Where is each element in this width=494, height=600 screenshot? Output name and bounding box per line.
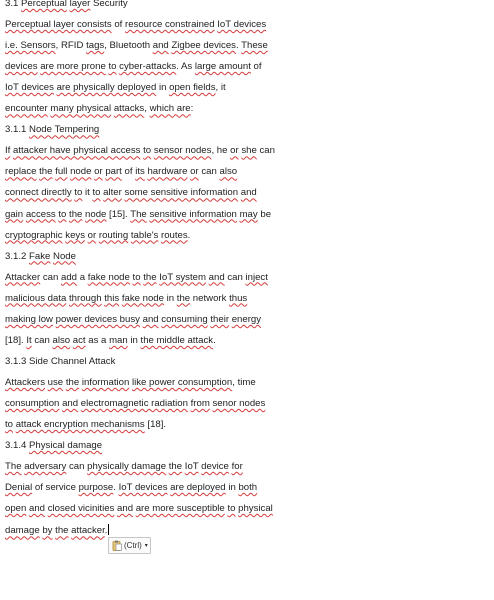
spellcheck-flagged-text: Zigbee devices bbox=[171, 40, 236, 52]
spellcheck-flagged-text: use bbox=[47, 376, 64, 388]
spellcheck-flagged-text: or bbox=[87, 229, 97, 241]
document-line[interactable] bbox=[5, 335, 216, 347]
spellcheck-flagged-text: IoT devices bbox=[5, 82, 54, 94]
spellcheck-flagged-text: i.e. Sensors bbox=[5, 40, 56, 52]
spellcheck-flagged-text: and bbox=[152, 40, 169, 52]
spellcheck-flagged-text: IoT bbox=[184, 461, 199, 473]
spellcheck-flagged-text: physical bbox=[238, 503, 273, 515]
spellcheck-flagged-text: or bbox=[190, 166, 199, 178]
spellcheck-flagged-text: electromagnetic radiation bbox=[80, 397, 188, 409]
spellcheck-flagged-text: the bbox=[176, 292, 191, 304]
document-line[interactable] bbox=[5, 272, 268, 284]
spellcheck-flagged-text: to bbox=[143, 145, 152, 157]
spellcheck-flagged-text: cryptographic bbox=[5, 229, 63, 241]
text-run: of bbox=[111, 19, 125, 31]
spellcheck-flagged-text: and bbox=[62, 397, 79, 409]
text-run: in bbox=[225, 482, 239, 494]
text-run: 3.1.4 bbox=[5, 440, 30, 452]
spellcheck-flagged-text: add bbox=[61, 271, 78, 283]
document-line[interactable] bbox=[5, 251, 76, 263]
document-line[interactable] bbox=[5, 145, 275, 157]
spellcheck-flagged-text: both bbox=[238, 482, 258, 494]
spellcheck-flagged-text: node bbox=[70, 166, 92, 178]
text-run: . bbox=[235, 40, 242, 52]
spellcheck-flagged-text: making low bbox=[5, 313, 53, 325]
spellcheck-flagged-text: to bbox=[74, 187, 83, 199]
text-run: . bbox=[113, 482, 119, 494]
spellcheck-flagged-text: If bbox=[5, 145, 11, 157]
document-line[interactable] bbox=[5, 377, 256, 389]
spellcheck-flagged-text: or bbox=[94, 166, 103, 178]
document-line[interactable] bbox=[5, 40, 268, 52]
spellcheck-flagged-text: for bbox=[231, 461, 243, 473]
spellcheck-flagged-text: the bbox=[65, 376, 80, 388]
spellcheck-flagged-text: replace bbox=[5, 166, 37, 178]
text-run: [15]. bbox=[106, 208, 131, 220]
text-run: . bbox=[213, 334, 216, 346]
spellcheck-flagged-text: thus bbox=[229, 292, 248, 304]
spellcheck-flagged-text: man bbox=[109, 334, 128, 346]
spellcheck-flagged-text: by bbox=[42, 525, 53, 537]
spellcheck-flagged-text: IoT devices bbox=[118, 482, 168, 494]
spellcheck-flagged-text: senor nodes bbox=[212, 397, 266, 409]
document-line[interactable] bbox=[5, 398, 265, 410]
spellcheck-flagged-text: layer bbox=[69, 0, 91, 9]
spellcheck-flagged-text: The bbox=[130, 208, 147, 220]
spellcheck-flagged-text: many physical bbox=[50, 103, 112, 115]
dropdown-arrow-icon[interactable]: ▾ bbox=[144, 543, 148, 549]
document-line[interactable] bbox=[5, 82, 226, 94]
spellcheck-flagged-text: Attackers bbox=[5, 376, 45, 388]
spellcheck-flagged-text: attacks bbox=[113, 103, 145, 115]
spellcheck-flagged-text: Fake bbox=[29, 250, 51, 262]
spellcheck-flagged-text: may bbox=[239, 208, 258, 220]
spellcheck-flagged-text: adversary bbox=[24, 461, 67, 473]
spellcheck-flagged-text: the bbox=[168, 461, 183, 473]
text-run: in bbox=[163, 292, 177, 304]
spellcheck-flagged-text: the bbox=[69, 208, 83, 220]
spellcheck-flagged-text: to bbox=[5, 419, 14, 430]
spellcheck-flagged-text: purpose bbox=[78, 482, 114, 494]
document-line[interactable] bbox=[5, 356, 115, 368]
text-run: of bbox=[121, 166, 136, 178]
text-run: 3.1.1 bbox=[5, 124, 30, 136]
spellcheck-flagged-text: some sensitive information bbox=[124, 187, 239, 199]
spellcheck-flagged-text: full bbox=[55, 166, 68, 178]
text-run: can bbox=[198, 166, 220, 178]
spellcheck-flagged-text: devices bbox=[5, 61, 38, 73]
text-run: , bbox=[144, 103, 150, 115]
document-line[interactable] bbox=[5, 19, 266, 31]
text-run: [18]. bbox=[5, 334, 27, 346]
spellcheck-flagged-text: part bbox=[105, 166, 122, 178]
document-line[interactable] bbox=[5, 166, 237, 178]
spellcheck-flagged-text: and bbox=[240, 187, 257, 199]
spellcheck-flagged-text: fake node bbox=[121, 292, 164, 304]
spellcheck-flagged-text: Attacker bbox=[5, 271, 41, 283]
document-line[interactable] bbox=[5, 61, 262, 73]
text-run: of service bbox=[32, 482, 79, 494]
document-line[interactable] bbox=[5, 524, 109, 537]
spellcheck-flagged-text: IoT system bbox=[159, 271, 206, 283]
text-run: , Bluetooth bbox=[104, 40, 153, 52]
spellcheck-flagged-text: power devices busy bbox=[55, 313, 140, 325]
spellcheck-flagged-text: and bbox=[142, 313, 159, 325]
text-run: , he bbox=[211, 145, 231, 157]
spellcheck-flagged-text: attacker have physical access bbox=[13, 145, 141, 157]
text-run: [18]. bbox=[144, 419, 167, 430]
text-cursor bbox=[108, 524, 109, 535]
spellcheck-flagged-text: device bbox=[201, 461, 229, 473]
spellcheck-flagged-text: large amount bbox=[194, 61, 251, 73]
text-run: , it bbox=[215, 82, 226, 94]
document-line[interactable] bbox=[5, 419, 166, 431]
text-run: : bbox=[190, 103, 194, 115]
paste-options-button[interactable] bbox=[108, 537, 151, 554]
spellcheck-flagged-text: the bbox=[143, 271, 157, 283]
spellcheck-flagged-text: routing bbox=[98, 229, 129, 241]
document-line[interactable] bbox=[5, 187, 257, 199]
spellcheck-flagged-text: closed vicinities bbox=[47, 503, 115, 515]
spellcheck-flagged-text: consuming bbox=[161, 313, 208, 325]
spellcheck-flagged-text: also bbox=[52, 334, 71, 346]
spellcheck-flagged-text: Perceptual bbox=[21, 0, 67, 9]
spellcheck-flagged-text: damage bbox=[5, 525, 40, 537]
spellcheck-flagged-text: physically damage bbox=[87, 461, 167, 473]
text-run: in bbox=[156, 82, 170, 94]
spellcheck-flagged-text: hardware bbox=[147, 166, 188, 178]
spellcheck-flagged-text: resource constrained bbox=[125, 19, 215, 31]
text-run: 3.1.3 Side Channel Attack bbox=[5, 355, 116, 367]
document-line[interactable] bbox=[5, 209, 271, 221]
spellcheck-flagged-text: and bbox=[117, 503, 134, 515]
spellcheck-flagged-text: inject bbox=[245, 271, 268, 283]
spellcheck-flagged-text: alter bbox=[103, 187, 122, 199]
spellcheck-flagged-text: the bbox=[55, 525, 69, 537]
document-line[interactable] bbox=[5, 503, 273, 515]
spellcheck-flagged-text: to bbox=[58, 208, 67, 220]
spellcheck-flagged-text: sensitive information bbox=[149, 208, 237, 220]
document-line[interactable] bbox=[5, 124, 99, 136]
text-run: as a bbox=[85, 334, 110, 346]
spellcheck-flagged-text: routes bbox=[161, 229, 188, 241]
spellcheck-flagged-text: like power consumption bbox=[131, 376, 233, 388]
document-line[interactable] bbox=[5, 482, 257, 494]
spellcheck-flagged-text: sensor nodes bbox=[153, 145, 212, 157]
spellcheck-flagged-text: and bbox=[208, 271, 225, 283]
spellcheck-flagged-text: Physical damage bbox=[29, 440, 103, 452]
spellcheck-flagged-text: their bbox=[210, 313, 230, 325]
text-run: can bbox=[66, 461, 88, 473]
text-run: 3.1.2 bbox=[5, 250, 30, 262]
spellcheck-flagged-text: cyber-attacks bbox=[119, 61, 177, 73]
spellcheck-flagged-text: to bbox=[227, 503, 236, 515]
spellcheck-flagged-text: encounter bbox=[5, 103, 48, 115]
text-run: can bbox=[256, 145, 275, 157]
text-run: it bbox=[82, 187, 93, 199]
text-run: of bbox=[250, 61, 262, 73]
spellcheck-flagged-text: Node bbox=[53, 250, 76, 262]
text-run: be bbox=[257, 208, 272, 220]
spellcheck-flagged-text: Perceptual layer consists bbox=[5, 19, 112, 31]
text-run: . bbox=[104, 525, 108, 537]
spellcheck-flagged-text: the bbox=[39, 166, 53, 178]
spellcheck-flagged-text: It bbox=[26, 334, 32, 346]
spellcheck-flagged-text: to bbox=[92, 187, 101, 199]
spellcheck-flagged-text: open fields bbox=[169, 82, 216, 94]
text-run: , RFID bbox=[55, 40, 87, 52]
spellcheck-flagged-text: node bbox=[85, 208, 107, 220]
text-run: a bbox=[77, 271, 88, 283]
spellcheck-flagged-text: IoT devices bbox=[217, 19, 267, 31]
document-line[interactable] bbox=[5, 103, 193, 115]
spellcheck-flagged-text: from bbox=[190, 397, 210, 409]
spellcheck-flagged-text: Denial bbox=[5, 482, 33, 494]
document-line[interactable] bbox=[5, 230, 190, 242]
spellcheck-flagged-text: energy bbox=[231, 313, 262, 325]
document-line[interactable] bbox=[5, 440, 102, 452]
spellcheck-flagged-text: keys bbox=[65, 229, 85, 241]
spellcheck-flagged-text: through bbox=[69, 292, 102, 304]
spellcheck-flagged-text: she bbox=[241, 145, 257, 157]
spellcheck-flagged-text: which are bbox=[149, 103, 191, 115]
text-run: in bbox=[127, 334, 141, 346]
spellcheck-flagged-text: malicious data bbox=[5, 292, 67, 304]
text-run: can bbox=[224, 271, 246, 283]
text-run: can bbox=[31, 334, 53, 346]
clipboard-icon bbox=[112, 540, 122, 551]
spellcheck-flagged-text: its bbox=[135, 166, 145, 178]
spellcheck-flagged-text: are deployed bbox=[170, 482, 226, 494]
spellcheck-flagged-text: fake node bbox=[87, 271, 130, 283]
spellcheck-flagged-text: also bbox=[219, 166, 238, 178]
spellcheck-flagged-text: to bbox=[132, 271, 141, 283]
spellcheck-flagged-text: tags bbox=[86, 40, 105, 52]
spellcheck-flagged-text: gain bbox=[5, 208, 24, 220]
document-line[interactable] bbox=[5, 293, 247, 305]
text-run: network bbox=[190, 292, 230, 304]
spellcheck-flagged-text: attacker bbox=[71, 525, 105, 537]
spellcheck-flagged-text: information bbox=[81, 376, 130, 388]
spellcheck-flagged-text: These bbox=[241, 40, 268, 52]
spellcheck-flagged-text: connect directly bbox=[5, 187, 72, 199]
document-line[interactable] bbox=[5, 461, 243, 473]
spellcheck-flagged-text: this bbox=[104, 292, 120, 304]
spellcheck-flagged-text: The bbox=[5, 461, 22, 473]
spellcheck-flagged-text: or bbox=[230, 145, 239, 157]
paste-options-label: (Ctrl) bbox=[124, 541, 142, 550]
spellcheck-flagged-text: consumption bbox=[5, 397, 60, 409]
spellcheck-flagged-text: access bbox=[25, 208, 56, 220]
text-run: 3.1 bbox=[5, 0, 22, 9]
text-run: . bbox=[187, 229, 191, 241]
spellcheck-flagged-text: and bbox=[29, 503, 46, 515]
spellcheck-flagged-text: attack encryption mechanisms bbox=[15, 419, 145, 430]
document-line[interactable] bbox=[5, 314, 261, 326]
spellcheck-flagged-text: Node Tempering bbox=[29, 124, 100, 136]
text-run: can bbox=[40, 271, 62, 283]
spellcheck-flagged-text: are more prone bbox=[40, 61, 106, 73]
spellcheck-flagged-text: open bbox=[5, 503, 27, 515]
text-run: , time bbox=[232, 376, 256, 388]
spellcheck-flagged-text: act bbox=[72, 334, 86, 346]
spellcheck-flagged-text: table's bbox=[130, 229, 159, 241]
document-line[interactable] bbox=[5, 0, 128, 10]
spellcheck-flagged-text: are more susceptible bbox=[135, 503, 225, 515]
text-run: Security bbox=[90, 0, 128, 9]
spellcheck-flagged-text: to bbox=[108, 61, 117, 73]
spellcheck-flagged-text: the middle attack bbox=[140, 334, 214, 346]
text-run: . As bbox=[176, 61, 195, 73]
spellcheck-flagged-text: are physically deployed bbox=[56, 82, 157, 94]
